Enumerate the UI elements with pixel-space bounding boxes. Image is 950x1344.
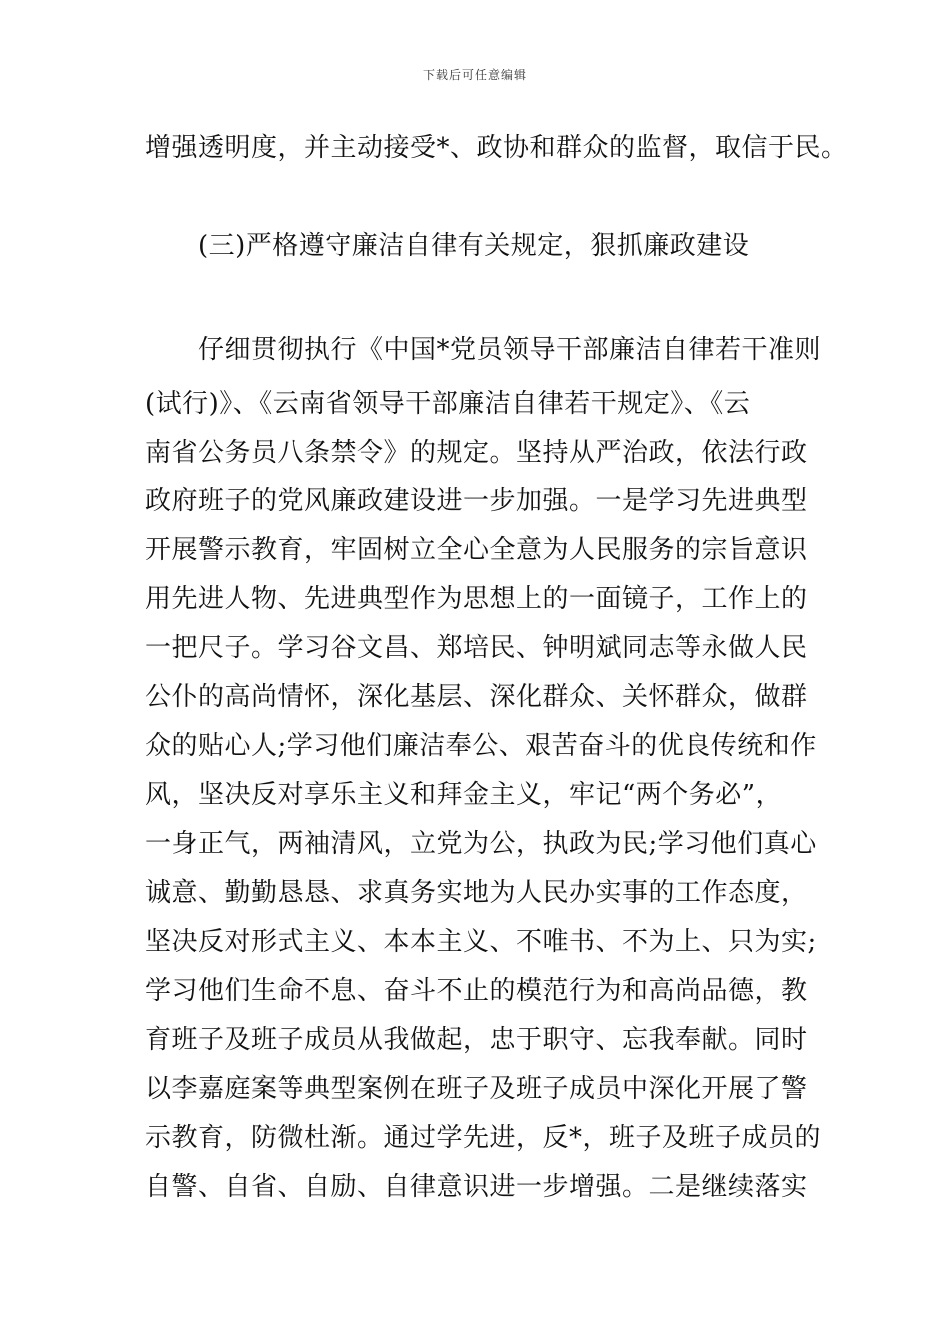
text-line: 学习他们生命不息、奋斗不止的模范行为和高尚品德，教: [145, 976, 808, 1006]
text-line: 增强透明度，并主动接受*、政协和群众的监督，取信于民。: [145, 133, 848, 163]
text-line: 众的贴心人;学习他们廉洁奉公、艰苦奋斗的优良传统和作: [145, 731, 817, 761]
text-line: 公仆的高尚情怀，深化基层、深化群众、关怀群众，做群: [145, 682, 808, 712]
text-line: 以李嘉庭案等典型案例在班子及班子成员中深化开展了警: [145, 1074, 808, 1104]
text-line: 一把尺子。学习谷文昌、郑培民、钟明斌同志等永做人民: [145, 633, 808, 663]
text-line: 诚意、勤勤恳恳、求真务实地为人民办实事的工作态度，: [145, 878, 808, 908]
text-line: 一身正气，两袖清风，立党为公，执政为民;学习他们真心: [145, 829, 817, 859]
text-line: 南省公务员八条禁令》的规定。坚持从严治政，依法行政: [145, 438, 808, 468]
page-header-note: 下载后可任意编辑: [422, 68, 527, 82]
text-line: 育班子及班子成员从我做起，忠于职守、忘我奉献。同时: [145, 1025, 808, 1055]
text-line: 政府班子的党风廉政建设进一步加强。一是学习先进典型: [145, 486, 808, 516]
text-line: 风，坚决反对享乐主义和拜金主义，牢记“两个务必”，: [145, 780, 783, 810]
text-line: 坚决反对形式主义、本本主义、不唯书、不为上、只为实;: [145, 927, 817, 957]
text-line: 用先进人物、先进典型作为思想上的一面镜子，工作上的: [145, 584, 808, 614]
text-line: 示教育，防微杜渐。通过学先进，反*，班子及班子成员的: [145, 1123, 822, 1153]
section-heading: (三)严格遵守廉洁自律有关规定，狠抓廉政建设: [198, 231, 750, 261]
text-line: (试行)》、《云南省领导干部廉洁自律若干规定》、《云: [145, 389, 751, 419]
text-line: 仔细贯彻执行《中国*党员领导干部廉洁自律若干准则: [198, 335, 822, 365]
text-line: 开展警示教育，牢固树立全心全意为人民服务的宗旨意识: [145, 535, 808, 565]
text-line: 自警、自省、自励、自律意识进一步增强。二是继续落实: [145, 1172, 808, 1202]
